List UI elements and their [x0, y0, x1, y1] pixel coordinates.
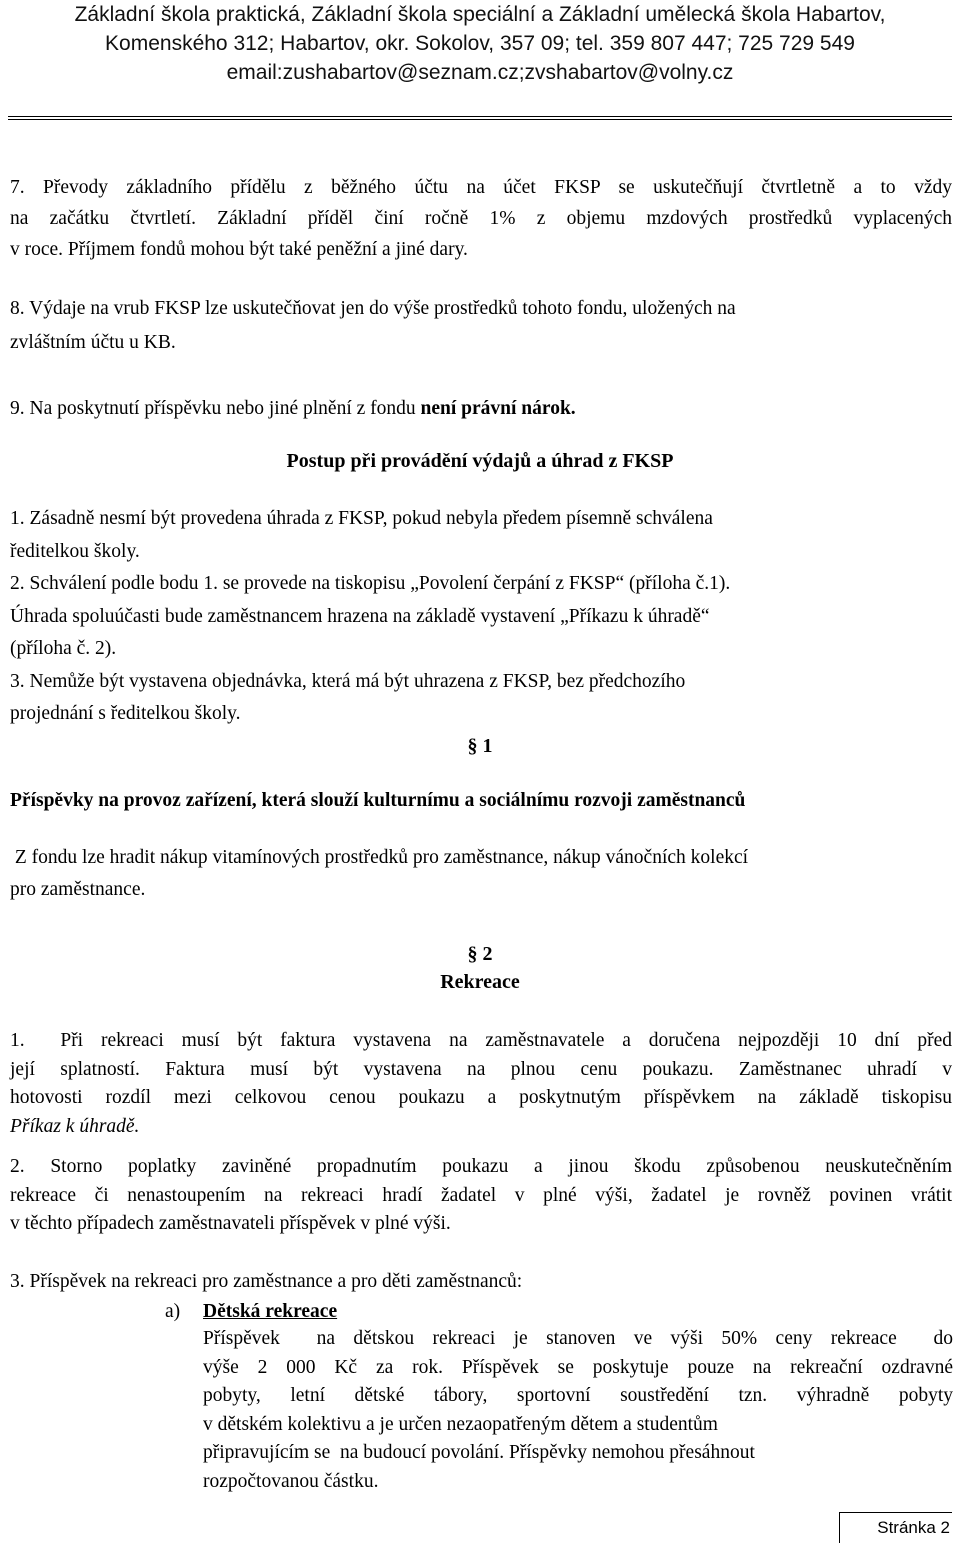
rule-7-line: 7. Převody základního přídělu z běžného účtu na účet FKSP se uskutečňují čtvrtletně a to vždy [10, 177, 952, 198]
rule-7 [10, 172, 952, 265]
procedure-line: (příloha č. 2). [10, 638, 117, 659]
procedure-line: ředitelkou školy. [10, 540, 140, 562]
section-2-paragraph-2 [10, 1153, 952, 1239]
item-a-line: pobyty, letní dětské tábory, sportovní soustředění tzn. výhradně pobyty [203, 1385, 953, 1406]
section-2-paragraph-1 [10, 1027, 952, 1141]
procedure-heading: Postup při provádění výdajů a úhrad z FKSP [286, 450, 674, 472]
section-1-mark: § 1 [467, 735, 493, 757]
rule-9 [10, 393, 952, 425]
page-number: Stránka 2 [839, 1512, 952, 1543]
form-reference: Příkaz k úhradě. [10, 1115, 140, 1137]
item-a-body [203, 1325, 953, 1496]
section-2-title: Rekreace [440, 971, 520, 993]
letterhead-line-2: Komenského 312; Habartov, okr. Sokolov, 357 09; tel. 359 807 447; 725 729 549 [105, 32, 855, 55]
rule-9-text: 9. Na poskytnutí příspěvku nebo jiné plnění z fondu [10, 398, 421, 419]
item-a-line: rozpočtovanou částku. [203, 1470, 379, 1492]
rule-8 [10, 292, 952, 360]
section-1-line: pro zaměstnance. [10, 879, 146, 900]
procedure-line: Úhrada spoluúčasti bude zaměstnancem hrazena na základě vystavení „Příkazu k úhradě“ [10, 605, 710, 627]
rule-8-line: 8. Výdaje na vrub FKSP lze uskutečňovat jen do výše prostředků tohoto fondu, uložených na [10, 298, 736, 319]
letterhead-line-3: email:zushabartov@seznam.cz;zvshabartov@volny.cz [226, 61, 734, 84]
section-1-body [10, 842, 952, 906]
procedure-list [10, 503, 952, 731]
procedure-line: 2. Schválení podle bodu 1. se provede na tiskopisu „Povolení čerpání z FKSP“ (příloha č.1). [10, 573, 731, 594]
rule-8-line: zvláštním účtu u KB. [10, 332, 176, 353]
letterhead-line-1: Základní škola praktická, Základní škola speciální a Základní umělecká škola Habartov, [74, 3, 886, 26]
section-2-line: hotovosti rozdíl mezi celkovou cenou poukazu a poskytnutým příspěvkem na základě tiskopisu [10, 1087, 952, 1108]
item-a-title: Dětská rekreace [203, 1301, 338, 1322]
section-2-line: rekreace či nenastoupením na rekreaci hradí žadatel v plné výši, žadatel je rovněž povinen vrátit [10, 1184, 952, 1206]
procedure-line: projednání s ředitelkou školy. [10, 703, 241, 724]
rule-7-line: na začátku čtvrtletí. Základní příděl činí ročně 1% z objemu mzdových prostředků vyplacených [10, 208, 952, 229]
school-letterhead [0, 0, 960, 87]
rule-7-line: v roce. Příjmem fondů mohou být také peněžní a jiné dary. [10, 239, 468, 260]
item-a-line: Příspěvek na dětskou rekreaci je stanoven ve výši 50% ceny rekreace do [203, 1328, 953, 1349]
section-1-line: Z fondu lze hradit nákup vitamínových prostředků pro zaměstnance, nákup vánočních kolekcí [10, 847, 749, 868]
section-2-line: v těchto případech zaměstnavateli příspěvek v plné výši. [10, 1213, 451, 1234]
section-1-title: Příspěvky na provoz zařízení, která slouží kulturnímu a sociálnímu rozvoji zaměstnanců [10, 790, 746, 811]
section-2-line: 1. Při rekreaci musí být faktura vystavena na zaměstnavatele a doručena nejpozději 10 dní před [10, 1030, 952, 1051]
procedure-line: 3. Nemůže být vystavena objednávka, která má být uhrazena z FKSP, bez předchozího [10, 670, 686, 692]
item-a-line: výše 2 000 Kč za rok. Příspěvek se poskytuje pouze na rekreační ozdravné [203, 1356, 953, 1378]
header-divider [8, 116, 952, 120]
section-2-mark: § 2 [467, 943, 493, 965]
procedure-line: 1. Zásadně nesmí být provedena úhrada z FKSP, pokud nebyla předem písemně schválena [10, 508, 713, 529]
section-2-line: její splatností. Faktura musí být vystavena na plnou cenu poukazu. Zaměstnanec uhradí v [10, 1058, 952, 1080]
item-a-line: připravujícím se na budoucí povolání. Příspěvky nemohou přesáhnout [203, 1442, 755, 1463]
item-a-label: a) [165, 1301, 181, 1322]
section-2-paragraph-3: 3. Příspěvek na rekreaci pro zaměstnance a pro děti zaměstnanců: [10, 1271, 523, 1292]
item-a-line: v dětském kolektivu a je určen nezaopatřeným dětem a studentům [203, 1413, 718, 1435]
rule-9-emphasis: není právní nárok. [420, 398, 576, 419]
section-2-line: 2. Storno poplatky zaviněné propadnutím poukazu a jinou škodu způsobenou neuskutečněním [10, 1156, 952, 1177]
